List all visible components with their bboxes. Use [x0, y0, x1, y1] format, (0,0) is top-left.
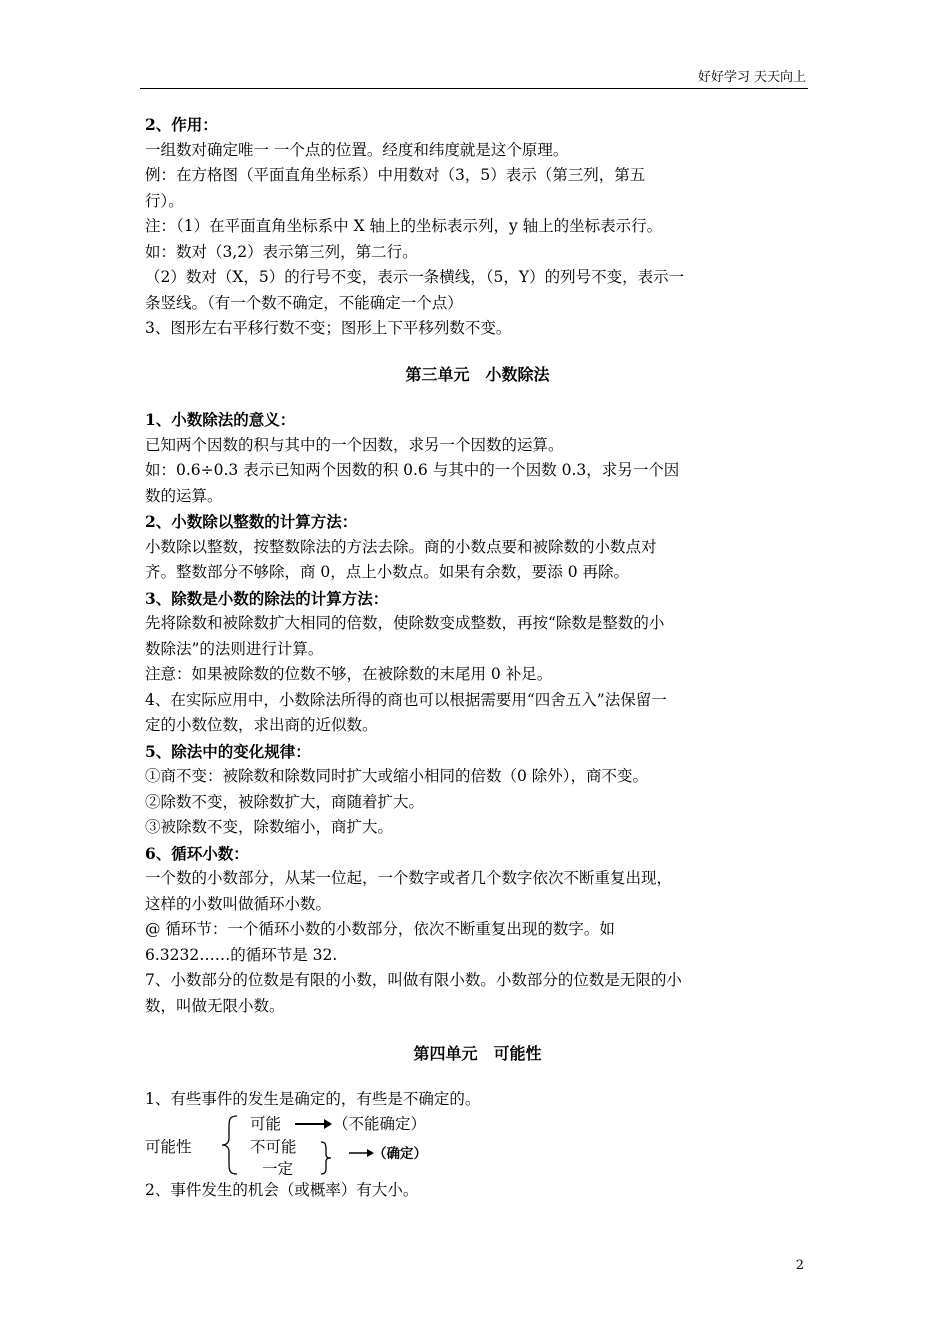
section-heading: 6、循环小数： — [145, 843, 249, 863]
paragraph-line: 1、有些事件的发生是确定的，有些是不确定的。 — [145, 1089, 481, 1108]
paragraph-line: 如：0.6÷0.3 表示已知两个因数的积 0.6 与其中的一个因数 0.3，求另一个因 — [145, 461, 680, 479]
paragraph-line: 数除法”的法则进行计算。 — [145, 639, 324, 658]
header-motto: 好好学习 天天向上 — [697, 70, 806, 85]
possibility-diagram — [145, 1112, 810, 1178]
paragraph-line: 齐。整数部分不够除，商 0，点上小数点。如果有余数，要添 0 再除。 — [145, 563, 630, 581]
paragraph-line: 7、小数部分的位数是有限的小数，叫做有限小数。小数部分的位数是无限的小 — [145, 971, 682, 989]
paragraph-line: 定的小数位数，求出商的近似数。 — [145, 716, 378, 734]
paragraph-line: ①商不变：被除数和除数同时扩大或缩小相同的倍数（0 除外），商不变。 — [145, 767, 649, 785]
paragraph-line: 先将除数和被除数扩大相同的倍数，使除数变成整数，再按“除数是整数的小 — [145, 614, 665, 632]
diagram-certain-note: （确定） — [373, 1146, 427, 1162]
diagram-possible-note: （不能确定） — [333, 1115, 427, 1133]
paragraph-line: 2、事件发生的机会（或概率）有大小。 — [145, 1181, 419, 1199]
right-brace-icon — [319, 1140, 333, 1176]
section-heading: 5、除法中的变化规律： — [145, 741, 311, 761]
paragraph-line: 一个数的小数部分，从某一位起，一个数字或者几个数字依次不断重复出现， — [145, 869, 673, 887]
diagram-possible: 可能 — [250, 1115, 282, 1133]
paragraph-line: 小数除以整数，按整数除法的方法去除。商的小数点要和被除数的小数点对 — [145, 537, 657, 556]
paragraph-line: 注：（1）在平面直角坐标系中 X 轴上的坐标表示列，y 轴上的坐标表示行。 — [145, 217, 663, 235]
paragraph-line: 如：数对（3,2）表示第三列，第二行。 — [145, 242, 418, 261]
paragraph-line: 6.3232……的循环节是 32. — [145, 945, 338, 964]
paragraph-line: 行）。 — [145, 191, 184, 210]
paragraph-line: 这样的小数叫做循环小数。 — [145, 894, 332, 913]
document-body — [145, 112, 810, 1204]
paragraph-line: （2）数对（X，5）的行号不变，表示一条横线，（5，Y）的列号不变，表示一 — [145, 268, 685, 286]
paragraph-line: 已知两个因数的积与其中的一个因数，求另一个因数的运算。 — [145, 435, 564, 454]
paragraph-line: 数的运算。 — [145, 486, 223, 505]
diagram-certain: 一定 — [262, 1160, 294, 1178]
paragraph-line: 一组数对确定唯一 一个点的位置。经度和纬度就是这个原理。 — [145, 140, 569, 159]
arrow-right-icon — [349, 1148, 375, 1158]
section-heading: 2、小数除以整数的计算方法： — [145, 512, 358, 531]
paragraph-line: 注意：如果被除数的位数不够，在被除数的末尾用 0 补足。 — [145, 665, 553, 683]
paragraph-line: ③被除数不变，除数缩小，商扩大。 — [145, 818, 394, 836]
paragraph-line: 3、图形左右平移行数不变；图形上下平移列数不变。 — [145, 319, 512, 337]
paragraph-line: @ 循环节：一个循环小数的小数部分，依次不断重复出现的数字。如 — [145, 920, 615, 938]
section-heading: 2、作用： — [145, 115, 218, 134]
paragraph-line: 例：在方格图（平面直角坐标系）中用数对（3，5）表示（第三列，第五 — [145, 166, 646, 184]
page-header — [140, 66, 808, 89]
diagram-root: 可能性 — [145, 1138, 192, 1156]
unit4-title: 第四单元 可能性 — [413, 1044, 542, 1063]
paragraph-line: 数，叫做无限小数。 — [145, 996, 285, 1015]
paragraph-line: 4、在实际应用中，小数除法所得的商也可以根据需要用“四舍五入”法保留一 — [145, 690, 667, 709]
unit3-title: 第三单元 小数除法 — [405, 364, 550, 384]
paragraph-line: 条竖线。（有一个数不确定，不能确定一个点） — [145, 293, 463, 312]
diagram-impossible: 不可能 — [250, 1138, 297, 1156]
section-heading: 3、除数是小数的除法的计算方法： — [145, 588, 389, 608]
left-brace-icon — [219, 1114, 241, 1176]
paragraph-line: ②除数不变，被除数扩大，商随着扩大。 — [145, 792, 425, 811]
arrow-right-icon — [295, 1118, 333, 1130]
section-heading: 1、小数除法的意义： — [145, 410, 296, 429]
page-number: 2 — [795, 1258, 804, 1273]
